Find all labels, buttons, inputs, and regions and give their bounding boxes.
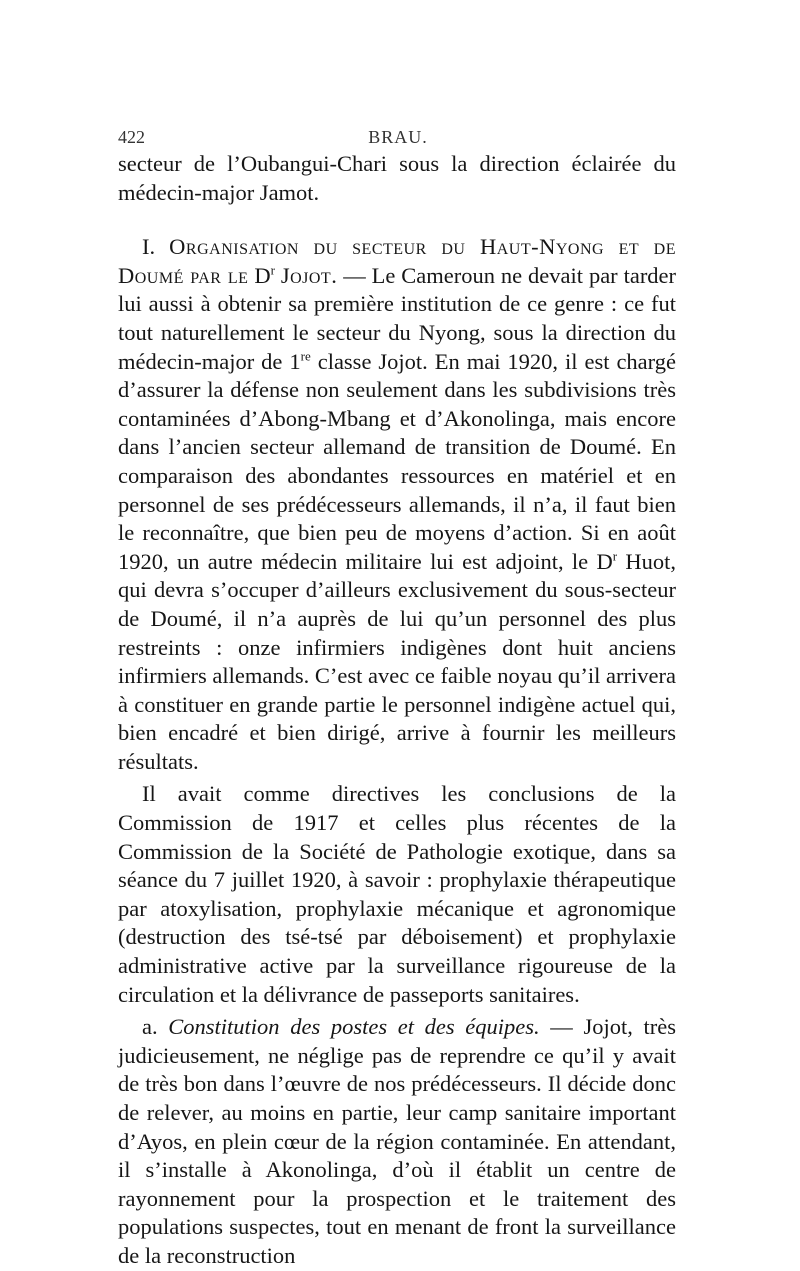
paragraph-continued: secteur de l’Oubangui-Chari sous la direction éclairée du médecin-major Jamot. [118, 151, 676, 205]
doctor-abbrev: D [254, 262, 271, 288]
section-paragraph [118, 233, 676, 776]
body-text [118, 150, 676, 1271]
paragraph: Il avait comme directives les conclusions de la Commission de 1917 et celles plus récentes de la Commission de la Société de Pathologie exotique, dans sa séance du 7 juillet 1920, à savoir : prophylaxie thérapeutique par atoxylisation, prophylaxie mécanique et agronomique (destruction des tsé-tsé par déboisement) et prophylaxie administrative active par la surveillance rigoureuse de la circulation et la délivrance de passeports sanitaires. [118, 781, 676, 1007]
subsection-label: a. [142, 1014, 158, 1040]
paragraph-text: — Le Cameroun ne devait par tarder lui aussi à obtenir sa première institution de ce genre : ce fut tout naturellement le secteur du Nyong, sous la direction du médecin-major de 1 [118, 262, 677, 374]
section-name: Jojot. [280, 262, 338, 288]
subsection-paragraph [118, 1013, 676, 1270]
paragraph-text: — Jojot, très judicieusement, ne néglige pas de reprendre ce qu’il y avait de très bon dans l’œuvre de nos prédécesseurs. Il décide donc de relever, au moins en partie, leur camp sanitaire important d’Ayos, en plein cœur de la région contaminée. En attendant, il s’installe à Akonolinga, d’où il établit un centre de rayonnement pour la prospection et le traitement des populations suspectes, tout en menant de front la surveillance de la reconstruction [118, 1014, 676, 1268]
ordinal-sup: re [300, 348, 311, 364]
doctor-sup: r [612, 548, 618, 564]
running-head: BRAU. [368, 127, 428, 147]
paragraph-text: classe Jojot. En mai 1920, il est chargé d’assurer la défense non seulement dans les subdivisions très contaminées d’Abong-Mbang et d’Akonolinga, mais encore dans l’ancien secteur allemand de transition de Doumé. En comparaison des abondantes ressources en matériel et en personnel de ses prédécesseurs allemands, il n’a, il faut bien le reconnaître, que bien peu de moyens d’action. Si en août 1920, un autre médecin militaire lui est adjoint, le D [118, 348, 676, 574]
section-number: I. [142, 234, 156, 260]
page-header [118, 127, 678, 151]
subsection-title: Constitution des postes et des équipes. [168, 1014, 540, 1040]
section-title: Organisation du secteur du Haut-Nyong et de Doumé par le [118, 234, 677, 288]
doctor-sup: r [270, 262, 275, 278]
page-number: 422 [118, 127, 145, 147]
paragraph-text: Huot, qui devra s’occuper d’ailleurs exclusivement du sous-secteur de Doumé, il n’a auprès de lui qu’un personnel des plus restreints : onze infirmiers indigènes dont huit anciens infirmiers allemands. C’est avec ce faible noyau qu’il arrivera à constituer en grande partie le personnel indigène actuel qui, bien encadré et bien dirigé, arrive à fournir les meilleurs résultats. [118, 548, 676, 774]
